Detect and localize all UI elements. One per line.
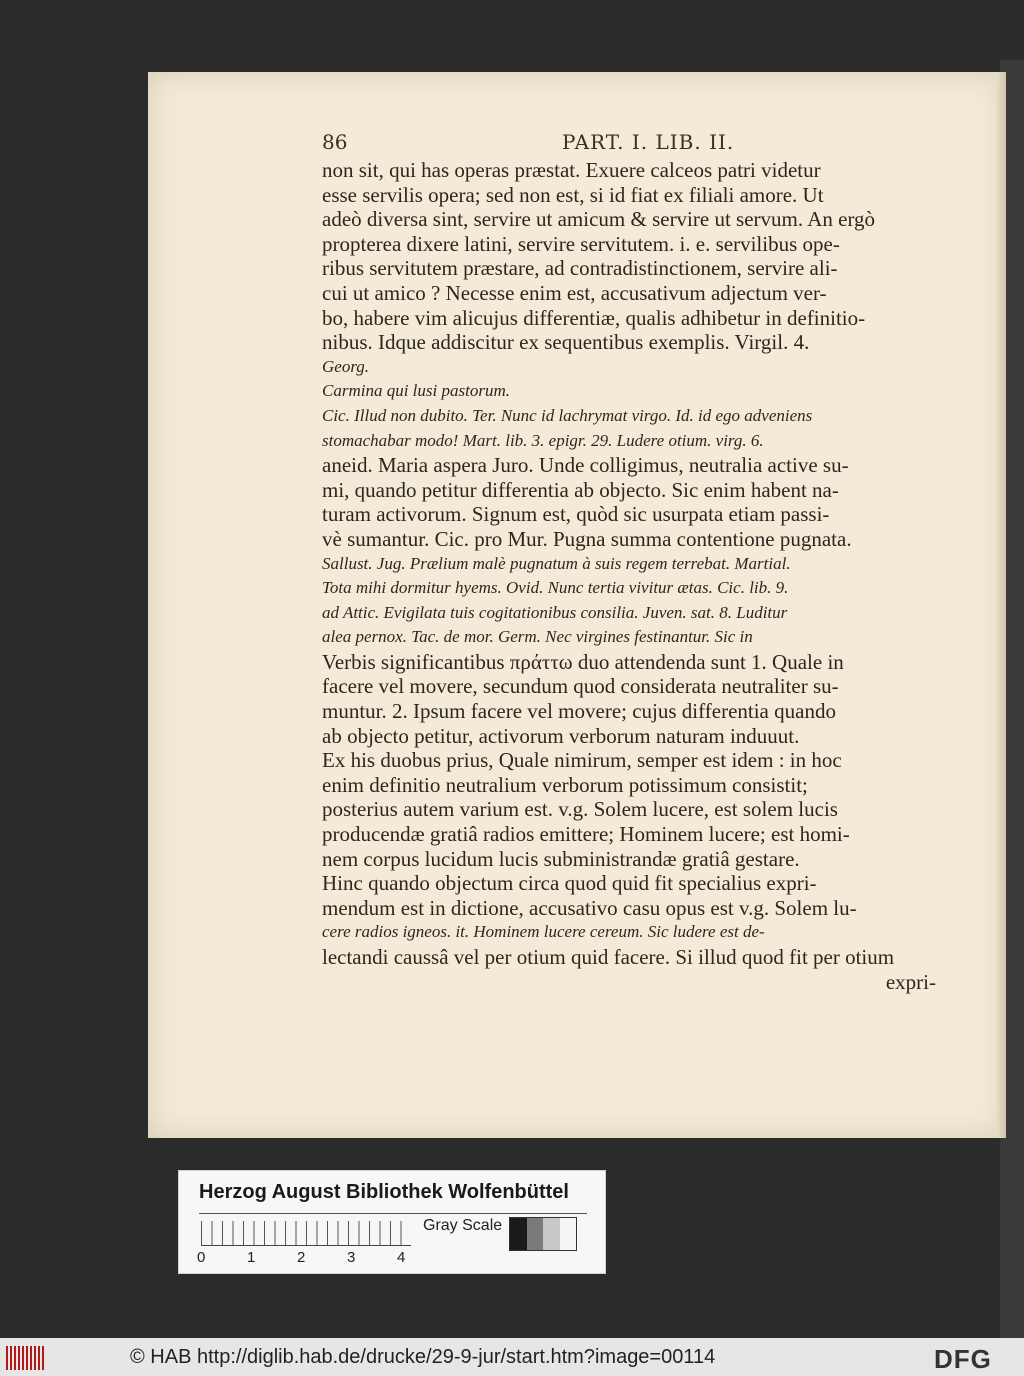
text-line: Sallust. Jug. Prælium malè pugnatum à suis regem terrebat. Martial.: [322, 553, 791, 573]
gray-swatch: [510, 1218, 527, 1250]
text-line: facere vel movere, secundum quod considerata neutraliter su-: [322, 674, 839, 699]
text-line: Verbis significantibus πράττω duo attendenda sunt 1. Quale in: [322, 649, 844, 674]
text-line: posterius autem varium est. v.g. Solem lucere, est solem lucis: [322, 797, 838, 822]
text-line: Carmina qui lusi pastorum.: [322, 381, 510, 401]
text-line: Georg.: [322, 356, 370, 376]
gray-scale-swatches: [509, 1217, 577, 1251]
gray-swatch: [543, 1218, 560, 1250]
text-line: non sit, qui has operas præstat. Exuere calceos patri videtur: [322, 158, 821, 182]
text-line: cere radios igneos. it. Hominem lucere cereum. Sic ludere est de-: [322, 922, 765, 942]
text-line: bo, habere vim alicujus differentiæ, qualis adhibetur in definitio-: [322, 305, 866, 330]
text-line: Cic. Illud non dubito. Ter. Nunc id lachrymat virgo. Id. id ego adveniens: [322, 405, 813, 425]
text-line: producendæ gratiâ radios emittere; Hominem lucere; est homi-: [322, 822, 850, 847]
running-head: PART. I. LIB. II.: [562, 130, 735, 154]
ruler-tick-label: 4: [397, 1249, 406, 1266]
text-line: expri-: [885, 969, 936, 994]
text-line: mi, quando petitur differentia ab objecto. Sic enim habent na-: [322, 477, 839, 502]
text-line: ribus servitutem præstare, ad contradistinctionem, servire ali-: [322, 256, 838, 281]
text-line: nem corpus lucidum lucis subministrandæ gratiâ gestare.: [322, 846, 800, 871]
dfg-logo: DFG: [934, 1344, 992, 1374]
text-line: cui ut amico ? Necesse enim est, accusativum adjectum ver-: [322, 280, 827, 305]
text-line: vè sumantur. Cic. pro Mur. Pugna summa contentione pugnata.: [322, 526, 852, 551]
ruler-tick-label: 1: [247, 1249, 256, 1266]
copyright-link[interactable]: © HAB http://diglib.hab.de/drucke/29-9-jur/start.htm?image=00114: [130, 1346, 716, 1368]
text-line: enim definitio neutralium verborum potissimum consistit;: [322, 772, 808, 797]
footer-bar: [0, 1338, 1024, 1376]
ruler-tick-label: 2: [297, 1249, 306, 1266]
ruler-tick-label: 0: [197, 1249, 206, 1266]
page-body-text: [322, 158, 936, 994]
color-calibration-card: [178, 1170, 606, 1274]
text-line: propterea dixere latini, servire servitutem. i. e. servilibus ope-: [322, 231, 840, 256]
text-line: lectandi caussâ vel per otium quid facere. Si illud quod fit per otium: [322, 945, 895, 969]
text-line: mendum est in dictione, accusativo casu opus est v.g. Solem lu-: [322, 895, 857, 920]
text-line: nibus. Idque addiscitur ex sequentibus exemplis. Virgil. 4.: [322, 330, 810, 355]
text-line: aneid. Maria aspera Juro. Unde colligimus, neutralia active su-: [322, 453, 849, 478]
gray-scale-label: Gray Scale: [423, 1217, 503, 1234]
text-line: Ex his duobus prius, Quale nimirum, semper est idem : in hoc: [322, 748, 842, 773]
page-number: 86: [322, 130, 348, 154]
library-name: Herzog August Bibliothek Wolfenbüttel: [199, 1181, 569, 1203]
text-line: turam activorum. Signum est, quòd sic usurpata etiam passi-: [322, 502, 830, 527]
gray-swatch: [560, 1218, 577, 1250]
gray-swatch: [527, 1218, 544, 1250]
text-line: Tota mihi dormitur hyems. Ovid. Nunc tertia vivitur ætas. Cic. lib. 9.: [322, 578, 789, 598]
text-line: muntur. 2. Ipsum facere vel movere; cujus differentia quando: [322, 699, 836, 724]
text-line: ab objecto petitur, activorum verborum naturam induuut.: [322, 723, 800, 748]
text-line: alea pernox. Tac. de mor. Germ. Nec virgines festinantur. Sic in: [322, 627, 753, 647]
page-edge: [996, 72, 1006, 1138]
text-line: Hinc quando objectum circa quod quid fit specialius expri-: [322, 871, 817, 896]
text-line: ad Attic. Evigilata tuis cogitationibus consilia. Juven. sat. 8. Luditur: [322, 602, 788, 622]
measurement-ruler: [201, 1221, 411, 1246]
text-line: esse servilis opera; sed non est, si id fiat ex filiali amore. Ut: [322, 182, 824, 207]
text-line: stomachabar modo! Mart. lib. 3. epigr. 29. Ludere otium. virg. 6.: [322, 430, 764, 450]
text-line: adeò diversa sint, servire ut amicum & servire ut servum. An ergò: [322, 207, 876, 232]
ruler-tick-label: 3: [347, 1249, 356, 1266]
barcode-icon: [6, 1346, 46, 1370]
divider: [199, 1213, 587, 1214]
page-header: [322, 130, 934, 160]
